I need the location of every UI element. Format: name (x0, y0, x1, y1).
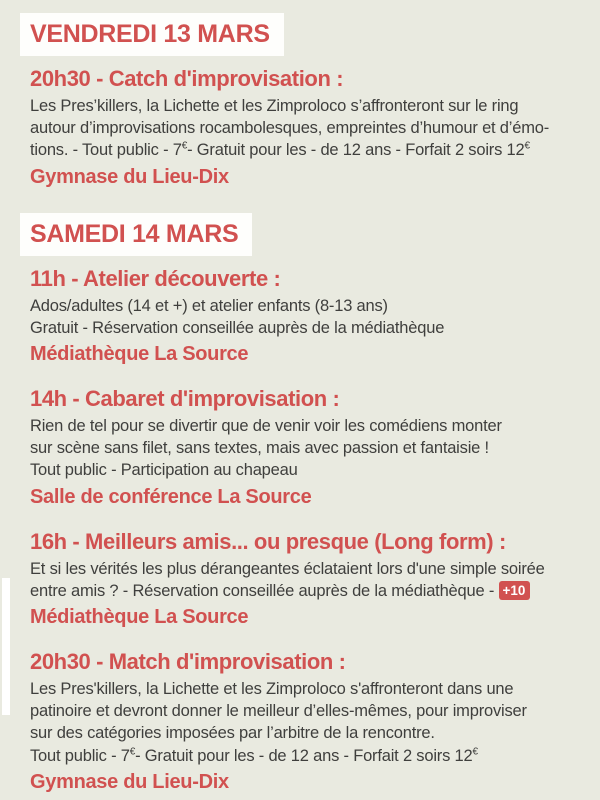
text-segment: Les Pres'killers, la Lichette et les Zimproloco s'affronteront dans une (30, 680, 514, 699)
event-venue: Médiathèque La Source (30, 343, 249, 366)
text-segment: - Gratuit pour les - de 12 ans - Forfait 2 soirs 12 (187, 141, 525, 160)
body-line (30, 437, 574, 459)
body-line (30, 95, 574, 117)
text-segment: Gratuit - Réservation conseillée auprès de la médiathèque (30, 318, 445, 337)
text-segment: Et si les vérités les plus dérangeantes éclataient lors d'une simple soirée (30, 559, 545, 578)
body-line (30, 295, 574, 317)
body-line (30, 745, 574, 767)
euro-superscript: € (472, 746, 478, 758)
event-venue: Médiathèque La Source (30, 606, 249, 629)
event-title: 11h - Atelier découverte : (30, 265, 281, 291)
text-segment: Tout public - 7 (30, 746, 130, 765)
day-section-samedi-14-mars (30, 213, 574, 794)
body-line (30, 117, 574, 139)
event-catch-improvisation (30, 66, 574, 189)
day-section-vendredi-13-mars (30, 13, 574, 189)
text-segment: sur des catégories imposées par l’arbitre de la rencontre. (30, 724, 435, 743)
euro-superscript: € (524, 140, 530, 152)
body-line (30, 415, 574, 437)
event-venue: Gymnase du Lieu-Dix (30, 770, 229, 793)
event-venue: Salle de conférence La Source (30, 485, 312, 508)
event-venue: Gymnase du Lieu-Dix (30, 165, 229, 188)
body-line (30, 580, 574, 602)
event-title: 20h30 - Match d'improvisation : (30, 649, 346, 675)
body-line (30, 459, 574, 481)
event-description (30, 678, 574, 767)
event-meilleurs-amis-long-form (30, 529, 574, 629)
text-segment: Tout public - Participation au chapeau (30, 461, 298, 480)
text-segment: Ados/adultes (14 et +) et atelier enfants (8-13 ans) (30, 296, 388, 315)
body-line (30, 722, 574, 744)
text-segment: - Gratuit pour les - de 12 ans - Forfait 2 soirs 12 (135, 746, 473, 765)
euro-superscript: € (181, 140, 188, 152)
text-segment: autour d’improvisations rocambolesques, empreintes d’humour et d’émo- (30, 119, 550, 138)
text-segment: patinoire et devront donner le meilleur d’elles-mêmes, pour improviser (30, 702, 527, 721)
text-segment: Rien de tel pour se divertir que de venir voir les comédiens monter (30, 417, 502, 436)
event-description (30, 295, 574, 339)
event-title: 20h30 - Catch d'improvisation : (30, 66, 344, 91)
day-heading: SAMEDI 14 MARS (20, 213, 252, 256)
event-description (30, 95, 574, 162)
day-heading: VENDREDI 13 MARS (20, 13, 284, 56)
body-line (30, 678, 574, 700)
body-line (30, 700, 574, 722)
body-line (30, 558, 574, 580)
body-line (30, 139, 574, 161)
body-line (30, 317, 574, 339)
event-description (30, 415, 574, 482)
event-description (30, 558, 574, 602)
event-cabaret-improvisation (30, 386, 574, 509)
day-header-row (30, 213, 574, 256)
text-segment: sur scène sans filet, sans textes, mais avec passion et fantaisie ! (30, 439, 489, 458)
event-match-improvisation (30, 649, 574, 794)
text-segment: Les Pres’killers, la Lichette et les Zimproloco s’affronteront sur le ring (30, 97, 519, 115)
text-segment: entre amis ? - Réservation conseillée auprès de la médiathèque - (30, 581, 499, 600)
euro-superscript: € (129, 746, 136, 758)
text-segment: tions. - Tout public - 7 (30, 141, 182, 160)
day-header-row (30, 13, 574, 56)
event-title: 14h - Cabaret d'improvisation : (30, 386, 340, 412)
event-title: 16h - Meilleurs amis... ou presque (Long form) : (30, 528, 506, 554)
event-atelier-decouverte (30, 266, 574, 366)
plus10-age-badge: +10 (499, 581, 531, 600)
